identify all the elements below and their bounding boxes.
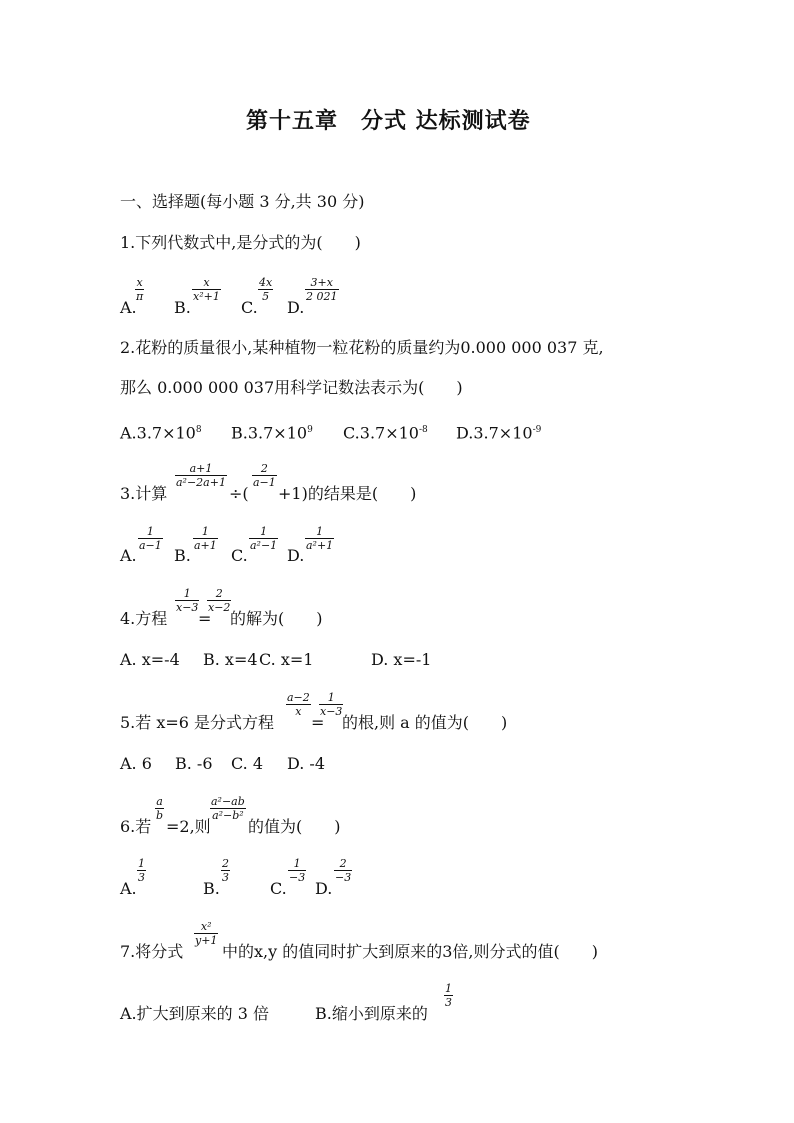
question-2-option-a: $A.3.7\times 10^8$: [120, 423, 202, 443]
option-a-fraction: 1 3: [138, 857, 145, 884]
question-3-fraction-2: 2 a−1: [253, 462, 276, 489]
question-5-suffix: 的根,则 a 的值为( ): [342, 713, 508, 732]
option-c-label: C.: [270, 879, 287, 898]
option-d-fraction: 2 −3: [335, 857, 352, 884]
question-4-option-d: D. x=-1: [371, 650, 432, 669]
question-3-suffix: +1)的结果是( ): [278, 484, 417, 503]
question-5-fraction-2: 1 x−3: [320, 691, 343, 718]
question-5-option-b: B. -6: [175, 754, 213, 773]
option-b-fraction: 2 3: [222, 857, 229, 884]
question-6-suffix: 的值为( ): [248, 817, 341, 836]
option-a-fraction: 1 a−1: [139, 525, 162, 552]
question-3-fraction-1: a+1 a²−2a+1: [176, 462, 226, 489]
question-4-fraction-1: 1 x−3: [176, 587, 199, 614]
question-4-option-c: C. x=1: [259, 650, 314, 669]
question-4-option-b: B. x=4: [203, 650, 258, 669]
question-7-fraction: x² y+1: [195, 920, 218, 947]
question-3-prefix: 3.计算: [120, 484, 168, 503]
page-title: 第十五章 分式 达标测试卷: [246, 108, 531, 134]
question-5-equals: =: [311, 713, 325, 732]
question-5-option-a: A. 6: [120, 754, 152, 773]
option-a-fraction: x π: [136, 276, 144, 303]
question-4-option-a: A. x=-4: [120, 650, 180, 669]
option-c-fraction: 1 a²−1: [250, 525, 278, 552]
option-d-label: D.: [315, 879, 333, 898]
option-b-label: B.: [203, 879, 220, 898]
question-7-option-b: B.缩小到原来的: [315, 1004, 428, 1023]
question-4-fraction-2: 2 x−2: [208, 587, 231, 614]
question-7-prefix: 7.将分式: [120, 942, 184, 961]
question-6-prefix: 6.若: [120, 817, 152, 836]
question-6-middle: =2,则: [166, 817, 211, 836]
section-heading: 一、选择题(每小题 3 分,共 30 分): [120, 192, 365, 211]
question-2-option-b: $B.3.7\times 10^9$: [231, 423, 313, 443]
question-1-stem: 1.下列代数式中,是分式的为( ): [120, 233, 361, 252]
option-d-label: D.: [287, 546, 305, 565]
option-b-label: B.: [174, 546, 191, 565]
question-4-equals: =: [198, 609, 212, 628]
question-2-stem-line2: 那么 0.000 000 037用科学记数法表示为( ): [120, 378, 463, 397]
option-a-label: A.: [120, 298, 137, 317]
option-b-label: B.: [174, 298, 191, 317]
option-a-label: A.: [120, 546, 137, 565]
option-c-fraction: 1 −3: [289, 857, 306, 884]
option-d-fraction: 1 a²+1: [306, 525, 334, 552]
question-2-stem-line1: 2.花粉的质量很小,某种植物一粒花粉的质量约为0.000 000 037 克,: [120, 338, 604, 357]
option-b-fraction: x x²+1: [193, 276, 220, 303]
question-2-option-c: $C.3.7\times 10^{-8}$: [343, 423, 428, 443]
option-c-label: C.: [241, 298, 258, 317]
question-4-prefix: 4.方程: [120, 609, 168, 628]
question-7-option-a: A.扩大到原来的 3 倍: [120, 1004, 269, 1023]
option-c-label: C.: [231, 546, 248, 565]
question-5-option-c: C. 4: [231, 754, 264, 773]
option-d-label: D.: [287, 298, 305, 317]
option-c-fraction: 4x 5: [259, 276, 273, 303]
option-d-fraction: 3+x 2 021: [306, 276, 338, 303]
question-3-divide: ÷(: [229, 484, 249, 503]
question-5-prefix: 5.若 x=6 是分式方程: [120, 713, 275, 732]
question-5-fraction-1: a−2 x: [287, 691, 310, 718]
question-7-option-b-fraction: 1 3: [445, 982, 452, 1009]
question-6-fraction-2: a²−ab a²−b²: [211, 795, 245, 822]
question-4-suffix: 的解为( ): [230, 609, 323, 628]
option-a-label: A.: [120, 879, 137, 898]
question-6-fraction-1: a b: [156, 795, 164, 822]
question-2-option-d: $D.3.7\times 10^{-9}$: [456, 423, 542, 443]
question-7-suffix: 中的x,y 的值同时扩大到原来的3倍,则分式的值( ): [222, 942, 598, 961]
question-5-option-d: D. -4: [287, 754, 326, 773]
option-b-fraction: 1 a+1: [194, 525, 217, 552]
